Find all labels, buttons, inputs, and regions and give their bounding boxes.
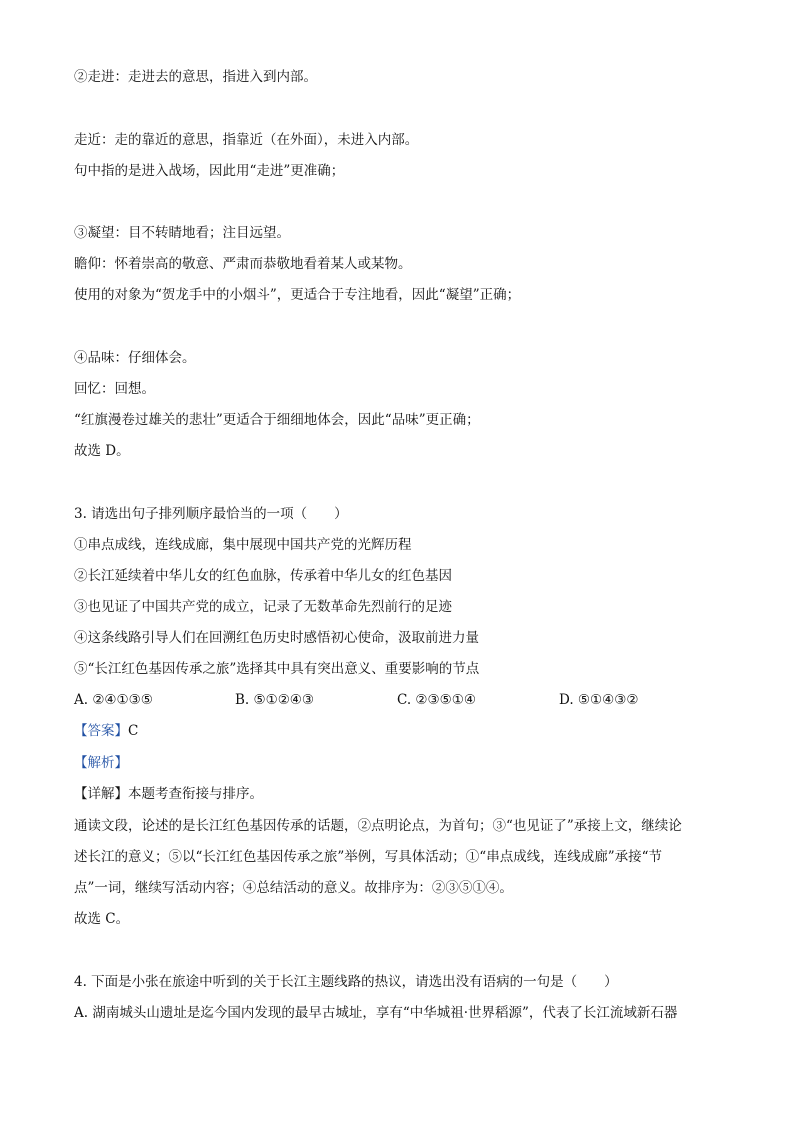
explanation-line: 通读文段，论述的是长江红色基因传承的话题，②点明论点，为首句；③“也见证了”承接上文，继续论 bbox=[74, 818, 682, 834]
paragraph-line: ③凝望：目不转睛地看；注目远望。 bbox=[74, 225, 290, 241]
detail-line bbox=[74, 785, 733, 803]
conclusion-line: 故选 C。 bbox=[74, 911, 130, 927]
paragraph-line: 使用的对象为“贺龙手中的小烟斗”，更适合于专注地看，因此“凝望”正确； bbox=[74, 287, 521, 303]
explanation-line: 点”一词，继续写活动内容；④总结活动的意义。故排序为：②③⑤①④。 bbox=[74, 880, 513, 896]
paragraph-line: 回忆：回想。 bbox=[74, 381, 155, 397]
detail-tag: 【详解】 bbox=[74, 786, 128, 802]
paragraph-line: ②走进：走进去的意思，指进入到内部。 bbox=[74, 69, 317, 85]
sentence-5: ⑤“长江红色基因传承之旅”选择其中具有突出意义、重要影响的节点 bbox=[74, 661, 480, 677]
option-d: D. ⑤①④③② bbox=[559, 692, 639, 708]
question-4-stem: 4. 下面是小张在旅途中听到的关于长江主题线路的热议，请选出没有语病的一句是（ ） bbox=[74, 974, 618, 990]
option-a: A. ②④①③⑤ bbox=[74, 692, 153, 708]
analysis-tag: 【解析】 bbox=[74, 755, 128, 771]
conclusion-line: 故选 D。 bbox=[74, 443, 130, 459]
option-b: B. ⑤①②④③ bbox=[235, 692, 315, 708]
paragraph-line: “红旗漫卷过雄关的悲壮”更适合于细细地体会，因此“品味”更正确； bbox=[74, 412, 480, 428]
question-3-stem: 3. 请选出句子排列顺序最恰当的一项（ ） bbox=[74, 506, 348, 522]
paragraph-line: ④品味：仔细体会。 bbox=[74, 350, 196, 366]
paragraph-line: 瞻仰：怀着崇高的敬意、严肃而恭敬地看着某人或某物。 bbox=[74, 256, 412, 272]
q4-option-a: A. 湖南城头山遗址是迄今国内发现的最早古城址，享有“中华城祖·世界稻源”，代表了长江流域新石器 bbox=[74, 1005, 678, 1021]
answer-line bbox=[74, 722, 733, 740]
detail-text: 本题考查衔接与排序。 bbox=[128, 786, 263, 802]
answer-value: C bbox=[128, 723, 139, 739]
option-c: C. ②③⑤①④ bbox=[397, 692, 476, 708]
paragraph-line: 句中指的是进入战场，因此用“走进”更准确； bbox=[74, 163, 345, 179]
sentence-3: ③也见证了中国共产党的成立，记录了无数革命先烈前行的足迹 bbox=[74, 599, 452, 615]
sentence-4: ④这条线路引导人们在回溯红色历史时感悟初心使命，汲取前进力量 bbox=[74, 630, 479, 646]
answer-tag: 【答案】 bbox=[74, 723, 128, 739]
explanation-line: 述长江的意义；⑤以“长江红色基因传承之旅”举例，写具体活动；①“串点成线，连线成廊”承接“节 bbox=[74, 849, 663, 865]
analysis-line bbox=[74, 754, 733, 772]
sentence-1: ①串点成线，连线成廊，集中展现中国共产党的光辉历程 bbox=[74, 537, 412, 553]
sentence-2: ②长江延续着中华儿女的红色血脉，传承着中华儿女的红色基因 bbox=[74, 568, 452, 584]
paragraph-line: 走近：走的靠近的意思，指靠近（在外面），未进入内部。 bbox=[74, 132, 419, 148]
